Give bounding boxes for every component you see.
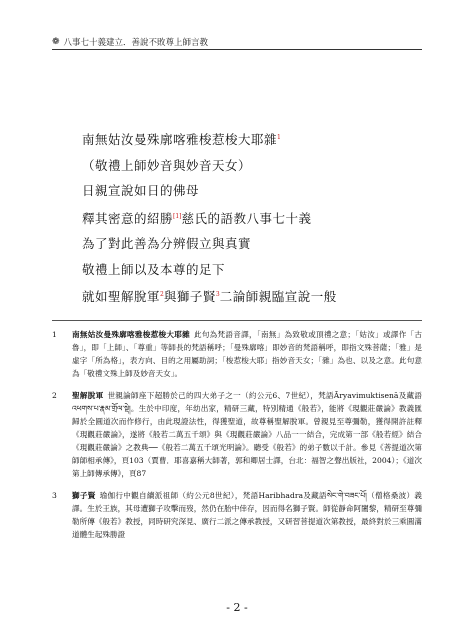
page-number: - 2 - bbox=[226, 601, 248, 614]
verse-line-1: 南無姑汝曼殊廓喀雅梭惹梭大耶雜$^1$ bbox=[82, 132, 281, 148]
footnote-ref-2[interactable]: 2 bbox=[160, 291, 164, 299]
footnote-term: 南無姑汝曼殊廓喀雅梭惹梭大耶雜 bbox=[72, 330, 190, 339]
footnote-2 bbox=[52, 389, 422, 480]
footnote-ref-1[interactable]: 1 bbox=[277, 134, 281, 141]
verse-line-3: 日親宣說如日的佛母 bbox=[82, 183, 200, 199]
footnote-number: 2 bbox=[52, 391, 57, 400]
sub-footnote-ref[interactable]: [1] bbox=[173, 212, 182, 220]
footnote-term: 聖解脫軍 bbox=[72, 391, 104, 400]
footnote-text: 此句為梵語音譯，「南無」為致敬或頂禮之意；「姑汝」或譯作「古魯」，即「上師」、「尊重」等師長的梵語稱呼；「曼殊廓喀」即妙音的梵語稱呼，即指文殊菩薩；「雅」是虛字「所為格」，表方向、目的之用屬助詞；「梭惹梭大耶」指妙音天女；「雜」為也、以及之意。此句意為「敬禮文殊上師及妙音天女」。 bbox=[72, 330, 422, 378]
footnote-number: 1 bbox=[52, 330, 57, 339]
flower-ornament-icon: ❁ bbox=[52, 37, 60, 47]
footnote-divider bbox=[52, 320, 422, 321]
verse-block bbox=[82, 125, 412, 310]
verse-line-7: 就如聖解脫軍$^2$與獅子賢$^3$二論師親臨宣說一般 bbox=[82, 289, 337, 305]
footnote-text: 世親論師座下超勝於己的四大弟子之一（約公元6、7世紀），梵語Āryavimuktisenā及藏語འཕགས་པ་རྣམ་གྲོལ་སྡེ།。生於中印度，年幼出家，精研三藏，特別精通《般若》，能將《現觀莊嚴論》教義匯歸於全圓道次而作修行，由此現證法性，得獲聖道，故尊稱聖解脫軍。曾親見至尊彌勒，獲得開許註釋《現觀莊嚴論》，遂將《般若二萬五千頌》與《現觀莊嚴論》八品一一結合，完成第一部《般若經》結合《現觀莊嚴論》之教典──《般若二萬五千頌光明論》。聽受《般若》的弟子數以千計。參見《菩提道次第師師相承傳》，頁103（賈曹．耶喜嘉稱大師著，郭和卿居士譯，台北：福智之聲出版社，2004）；《道次第上師傳承傳》，頁87 bbox=[72, 391, 423, 478]
footnotes bbox=[52, 328, 422, 550]
verse-line-2: （敬禮上師妙音與妙音天女） bbox=[82, 157, 252, 173]
header-rule bbox=[52, 49, 422, 50]
footnote-1 bbox=[52, 328, 422, 380]
footnote-3 bbox=[52, 489, 422, 541]
verse-line-4: 釋其密意的紹勝[1]慈氏的語教八事七十義 bbox=[82, 210, 312, 226]
running-header bbox=[52, 36, 208, 48]
footnote-ref-3[interactable]: 3 bbox=[215, 291, 220, 299]
running-title: 八事七十義建立．善說不敗尊上師言教 bbox=[63, 38, 209, 48]
footnote-text: 瑜伽行中觀自續派祖師（約公元8世紀），梵語Haribhadra及藏語སེང་གེ་བཟང་པོ།（僧格桑波）義譯。生於王族，其母遭獅子攻擊而歿，然仍在胎中倖存，因而得名獅子賢。師從靜命阿闍黎，精研至尊彌勒所傳《般若》教授，同時研究深見、廣行二派之傳承教授，又研習菩提道次第教授，最終對於三乘圓滿道體生起殊勝證 bbox=[72, 491, 423, 539]
footnote-term: 獅子賢 bbox=[72, 491, 96, 500]
verse-line-6: 敬禮上師以及本尊的足下 bbox=[82, 261, 226, 277]
footnote-number: 3 bbox=[52, 491, 57, 500]
verse-line-5: 為了對此善為分辨假立與真實 bbox=[82, 236, 252, 252]
